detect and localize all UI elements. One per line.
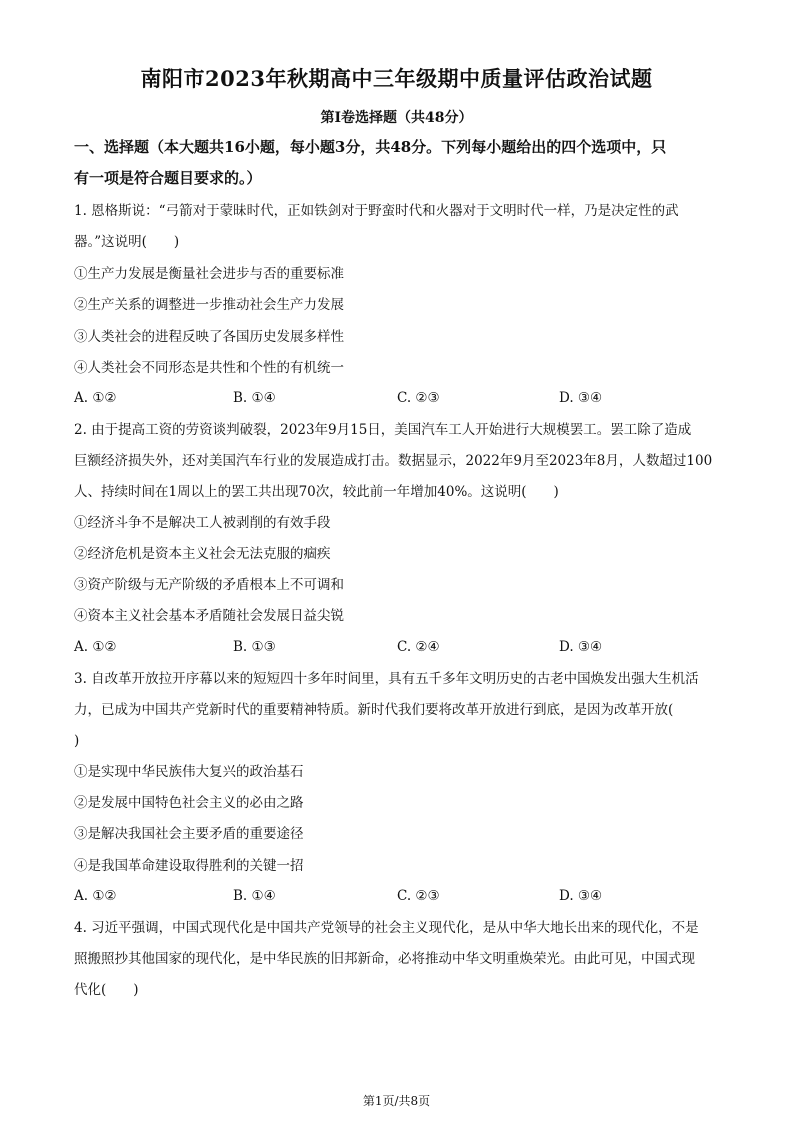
section-instruction [74,132,724,194]
statement-item: ③是解决我国社会主要矛盾的重要途径 [74,826,304,842]
statement-item: ①是实现中华民族伟大复兴的政治基石 [74,764,304,780]
exam-title: 南阳市2023年秋期高中三年级期中质量评估政治试题 [140,66,653,91]
option-c: C. ②③ [397,888,440,904]
option-c: C. ②③ [397,390,440,406]
page-number: 第1页/共8页 [362,1094,431,1108]
option-c: C. ②④ [397,639,440,655]
option-d: D. ③④ [559,390,603,406]
statement-item: ②是发展中国特色社会主义的必由之路 [74,795,304,811]
option-d: D. ③④ [559,639,603,655]
option-a: A. ①② [74,888,117,904]
statement-item: ④人类社会不同形态是共性和个性的有机统一 [74,360,344,376]
question-stem-line: 照搬照抄其他国家的现代化，是中华民族的旧邦新命，必将推动中华文明重焕荣光。由此可见，中国式现 [74,951,695,967]
statement-item: ②生产关系的调整进一步推动社会生产力发展 [74,297,344,313]
question-stem-line: ) [74,733,80,749]
option-b: B. ①④ [233,888,276,904]
question-stem-line: 力，已成为中国共产党新时代的重要精神特质。新时代我们要将改革开放进行到底，是因为改革开放( [74,702,674,718]
statement-item: ④是我国革命建设取得胜利的关键一招 [74,858,304,874]
statement-item: ②经济危机是资本主义社会无法克服的痼疾 [74,546,331,562]
option-a: A. ①② [74,639,117,655]
question-stem-line: 代化( ) [74,982,139,998]
question-stem-line: 3. 自改革开放拉开序幕以来的短短四十多年时间里，具有五千多年文明历史的古老中国焕发出强大生机活 [74,671,699,687]
question-stem-line: 人、持续时间在1周以上的罢工共出现70次，较此前一年增加40%。这说明( ) [74,484,559,500]
statement-item: ①经济斗争不是解决工人被剥削的有效手段 [74,515,331,531]
instruction-line: 有一项是符合题目要求的。） [74,169,262,187]
option-a: A. ①② [74,390,117,406]
question-stem-line: 器。”这说明( ) [74,234,180,250]
statement-item: ③人类社会的进程反映了各国历史发展多样性 [74,329,344,345]
statement-item: ①生产力发展是衡量社会进步与否的重要标准 [74,266,344,282]
option-d: D. ③④ [559,888,603,904]
statement-item: ③资产阶级与无产阶级的矛盾根本上不可调和 [74,577,344,593]
question-stem-line: 巨额经济损失外，还对美国汽车行业的发展造成打击。数据显示，2022年9月至2023年8月，人数超过100 [74,453,713,469]
question-stem-line: 4. 习近平强调，中国式现代化是中国共产党领导的社会主义现代化，是从中华大地长出来的现代化，不是 [74,920,699,936]
section-subtitle: 第Ⅰ卷选择题（共48分） [320,110,473,126]
question-stem-line: 2. 由于提高工资的劳资谈判破裂，2023年9月15日，美国汽车工人开始进行大规模罢工。罢工除了造成 [74,422,692,438]
option-b: B. ①④ [233,390,276,406]
statement-item: ④资本主义社会基本矛盾随社会发展日益尖锐 [74,608,344,624]
question-stem-line: 1. 恩格斯说：“弓箭对于蒙昧时代，正如铁剑对于野蛮时代和火器对于文明时代一样，乃是决定性的武 [74,203,679,219]
instruction-line: 一、选择题（本大题共16小题，每小题3分，共48分。下列每小题给出的四个选项中，只 [74,138,667,156]
option-b: B. ①③ [233,639,276,655]
